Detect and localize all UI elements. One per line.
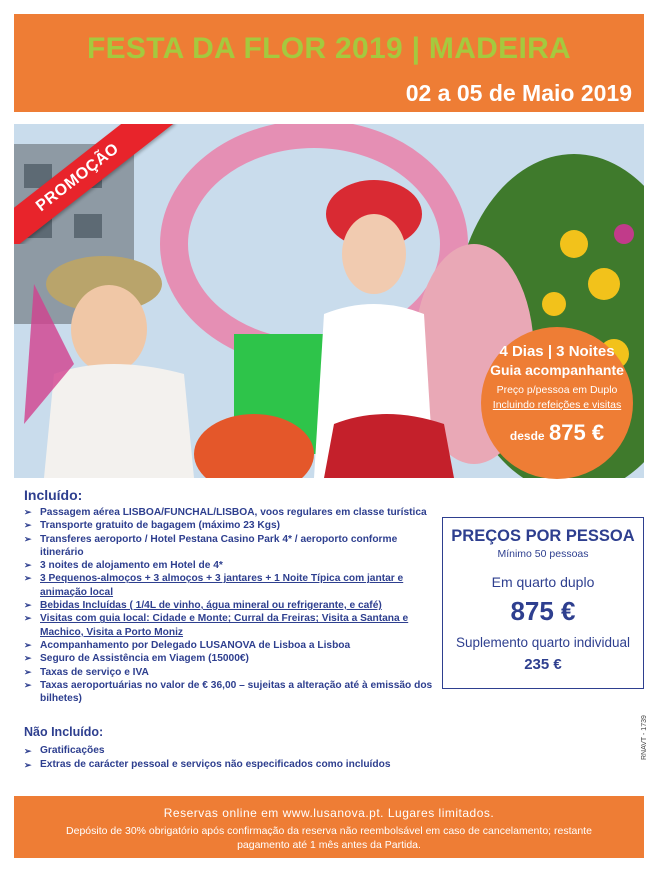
list-item	[24, 679, 436, 706]
list-item-text: Gratificações	[40, 745, 105, 756]
arrow-bullet-icon: ➢	[24, 760, 32, 770]
arrow-bullet-icon: ➢	[24, 613, 32, 624]
list-item	[24, 533, 436, 560]
offer-badge	[481, 327, 633, 479]
footer-banner	[14, 796, 644, 858]
list-item	[24, 612, 436, 639]
list-item-text: Acompanhamento por Delegado LUSANOVA de Lisboa a Lisboa	[40, 639, 351, 651]
price-box	[442, 517, 644, 689]
list-item	[24, 559, 436, 572]
list-item	[24, 639, 436, 652]
arrow-bullet-icon: ➢	[24, 533, 32, 544]
price-box-title: PREÇOS POR PESSOA	[451, 527, 635, 545]
list-item-text: Passagem aérea LISBOA/FUNCHAL/LISBOA, voos regulares em classe turística	[40, 507, 427, 518]
arrow-bullet-icon: ➢	[24, 560, 32, 571]
promo-ribbon	[14, 124, 184, 244]
arrow-bullet-icon: ➢	[24, 600, 32, 611]
list-item	[24, 744, 444, 758]
header-banner	[14, 14, 644, 112]
list-item-text: Taxas de serviço e IVA	[40, 666, 149, 678]
rnavt-license: RNAVT - 1739	[641, 715, 648, 760]
list-item	[24, 666, 436, 679]
guide-label: Guia acompanhante	[490, 362, 624, 378]
double-room-label: Em quarto duplo	[491, 574, 595, 590]
booking-info: Reservas online em www.lusanova.pt. Lugares limitados.	[163, 806, 495, 820]
not-included-list	[24, 744, 444, 772]
list-item	[24, 506, 436, 519]
badge-price-from: desde	[509, 429, 545, 443]
promo-ribbon-label: PROMOÇÃO	[14, 124, 175, 244]
arrow-bullet-icon: ➢	[24, 679, 32, 690]
not-included-heading: Não Incluído:	[24, 725, 104, 739]
single-supplement-price: 235 €	[524, 656, 562, 673]
event-dates: 02 a 05 de Maio 2019	[405, 80, 632, 106]
list-item	[24, 652, 436, 665]
minimum-group-size: Mínimo 50 pessoas	[497, 548, 589, 560]
list-item-text: Taxas aeroportuárias no valor de € 36,00 – sujeitas a alteração até à emissão dos bilhetes)	[40, 679, 433, 705]
list-item-text: Extras de carácter pessoal e serviços não especificados como incluídos	[40, 759, 391, 770]
meals-visits-label: Incluindo refeições e visitas	[492, 399, 622, 411]
list-item-text: Transporte gratuito de bagagem (máximo 23 Kgs)	[40, 520, 281, 532]
badge-price-amount: 875 €	[549, 420, 605, 445]
list-item-text: Visitas com guia local: Cidade e Monte; Curral da Freiras; Visita a Santana e Machico, Visita a Porto Moniz	[40, 613, 409, 638]
arrow-bullet-icon: ➢	[24, 653, 32, 664]
arrow-bullet-icon: ➢	[24, 746, 32, 756]
included-heading: Incluído:	[24, 487, 83, 503]
duration-label: 4 Dias | 3 Noites	[499, 343, 615, 360]
arrow-bullet-icon: ➢	[24, 639, 32, 650]
arrow-bullet-icon: ➢	[24, 520, 32, 531]
single-supplement-label: Suplemento quarto individual	[455, 635, 631, 650]
list-item-text: 3 Pequenos-almoços + 3 almoços + 3 jantares + 1 Noite Típica com jantar e animação local	[40, 573, 404, 598]
double-room-price: 875 €	[510, 596, 576, 626]
list-item-text: Transferes aeroporto / Hotel Pestana Casino Park 4* / aeroporto conforme itinerário	[40, 533, 398, 558]
badge-price	[481, 420, 633, 446]
arrow-bullet-icon: ➢	[24, 573, 32, 584]
arrow-bullet-icon: ➢	[24, 666, 32, 677]
list-item	[24, 758, 444, 772]
list-item-text: 3 noites de alojamento em Hotel de 4*	[40, 560, 223, 572]
price-basis-label: Preço p/pessoa em Duplo	[496, 384, 618, 396]
list-item	[24, 599, 436, 612]
list-item-text: Seguro de Assistência em Viagem (15000€)	[40, 653, 249, 665]
list-item	[24, 572, 436, 599]
arrow-bullet-icon: ➢	[24, 507, 32, 517]
list-item-text: Bebidas Incluídas ( 1/4L de vinho, água mineral ou refrigerante, e café)	[40, 600, 382, 612]
deposit-terms: Depósito de 30% obrigatório após confirmação da reserva não reembolsável em caso de cancelamento; restante pagamento até 1 mês antes da Partida.	[66, 825, 592, 851]
included-list	[24, 506, 436, 705]
list-item	[24, 519, 436, 532]
event-title: FESTA DA FLOR 2019 | MADEIRA	[86, 32, 572, 65]
